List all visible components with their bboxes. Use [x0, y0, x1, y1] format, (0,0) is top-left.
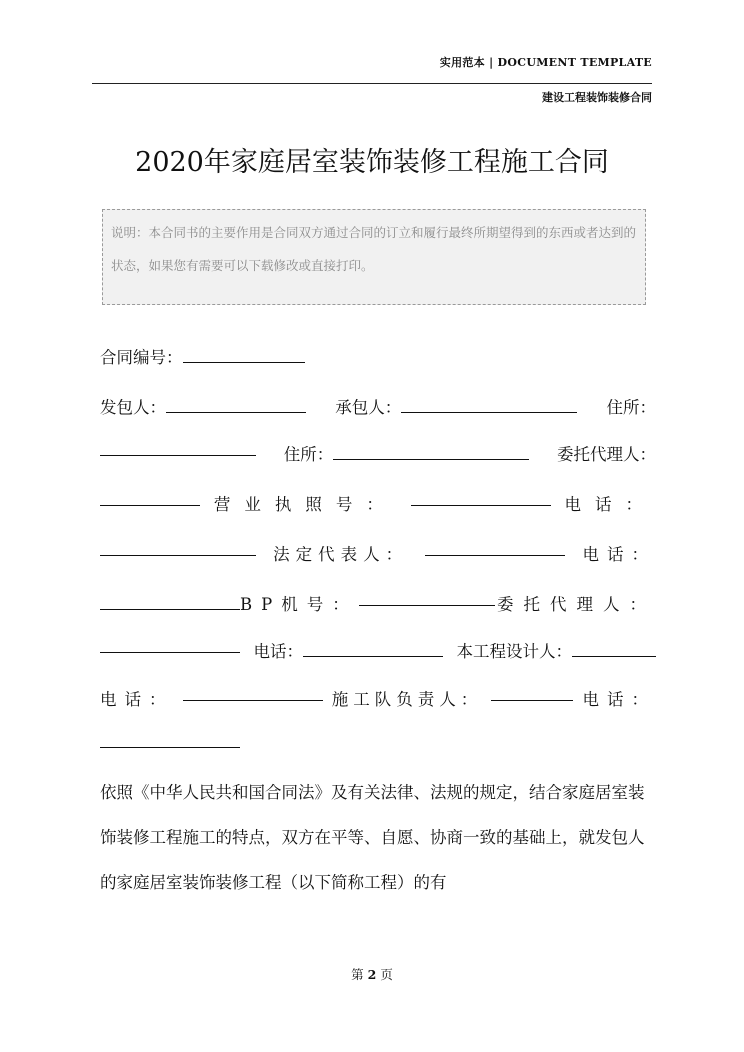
agent-label: 委托代理人： — [557, 445, 656, 464]
license-blank[interactable] — [411, 491, 551, 506]
phone-label: 电话： — [564, 495, 656, 514]
header-sub-line: 建设工程装饰装修合同 — [542, 91, 652, 104]
team-phone-line — [100, 733, 656, 752]
designer-phone-blank[interactable] — [183, 686, 323, 701]
document-title: 2020年家庭居室装饰装修工程施工合同 — [135, 147, 609, 178]
header-top-line: 实用范本 | DOCUMENT TEMPLATE — [439, 56, 652, 69]
license-label: 营业执照号： — [213, 495, 397, 514]
team-leader-blank[interactable] — [491, 686, 573, 701]
address-agent-line — [100, 441, 656, 465]
agent-blank-2[interactable] — [100, 638, 240, 653]
contractor-label: 承包人： — [335, 398, 402, 417]
footer-prefix: 第 — [351, 967, 364, 982]
phone-label-5: 电话： — [582, 690, 656, 709]
designer-blank[interactable] — [572, 642, 656, 657]
team-leader-line — [100, 686, 656, 710]
page-number: 2 — [367, 967, 377, 982]
address-label: 住所： — [606, 398, 656, 417]
bp-label: BP机号： — [240, 595, 358, 614]
footer-suffix: 页 — [380, 967, 393, 982]
page-footer — [0, 965, 744, 983]
agent-blank[interactable] — [100, 491, 200, 506]
phone-blank[interactable] — [100, 541, 256, 556]
bp-blank[interactable] — [359, 591, 495, 606]
parties-line — [100, 394, 656, 418]
employer-blank[interactable] — [166, 398, 306, 413]
agent-label-2: 委托代理人： — [496, 595, 656, 614]
designer-label: 本工程设计人： — [456, 642, 572, 661]
employer-label: 发包人： — [100, 398, 166, 417]
designer-line — [100, 638, 656, 662]
license-line — [100, 491, 656, 515]
body-paragraph: 依照《中华人民共和国合同法》及有关法律、法规的规定，结合家庭居室装饰装修工程施工的特点，双方在平等、自愿、协商一致的基础上，就发包人的家庭居室装饰装修工程（以下简称工程）的有 — [100, 783, 645, 892]
notice-box: 说明：本合同书的主要作用是合同双方通过合同的订立和履行最终所期望得到的东西或者达到的状态，如果您有需要可以下载修改或直接打印。 — [102, 209, 646, 305]
phone-label-4: 电话： — [100, 690, 174, 709]
team-leader-phone-blank[interactable] — [100, 733, 240, 748]
team-leader-label: 施工队负责人： — [331, 690, 483, 709]
address-label-2: 住所： — [283, 445, 334, 464]
header-divider — [92, 83, 652, 84]
legal-phone-blank[interactable] — [100, 595, 240, 610]
legal-rep-blank[interactable] — [425, 541, 565, 556]
phone-label-2: 电话： — [582, 545, 656, 564]
legal-rep-label: 法定代表人： — [273, 545, 409, 564]
bp-line — [100, 591, 656, 615]
contract-number-label: 合同编号： — [100, 348, 183, 367]
agent-phone-blank[interactable] — [303, 642, 443, 657]
contractor-blank[interactable] — [401, 398, 577, 413]
phone-label-3: 电话： — [253, 642, 303, 661]
address-blank[interactable] — [100, 441, 256, 456]
contract-number-blank[interactable] — [183, 348, 305, 363]
legal-rep-line — [100, 541, 656, 565]
contract-number-line — [100, 344, 656, 368]
address-blank-2[interactable] — [333, 445, 529, 460]
